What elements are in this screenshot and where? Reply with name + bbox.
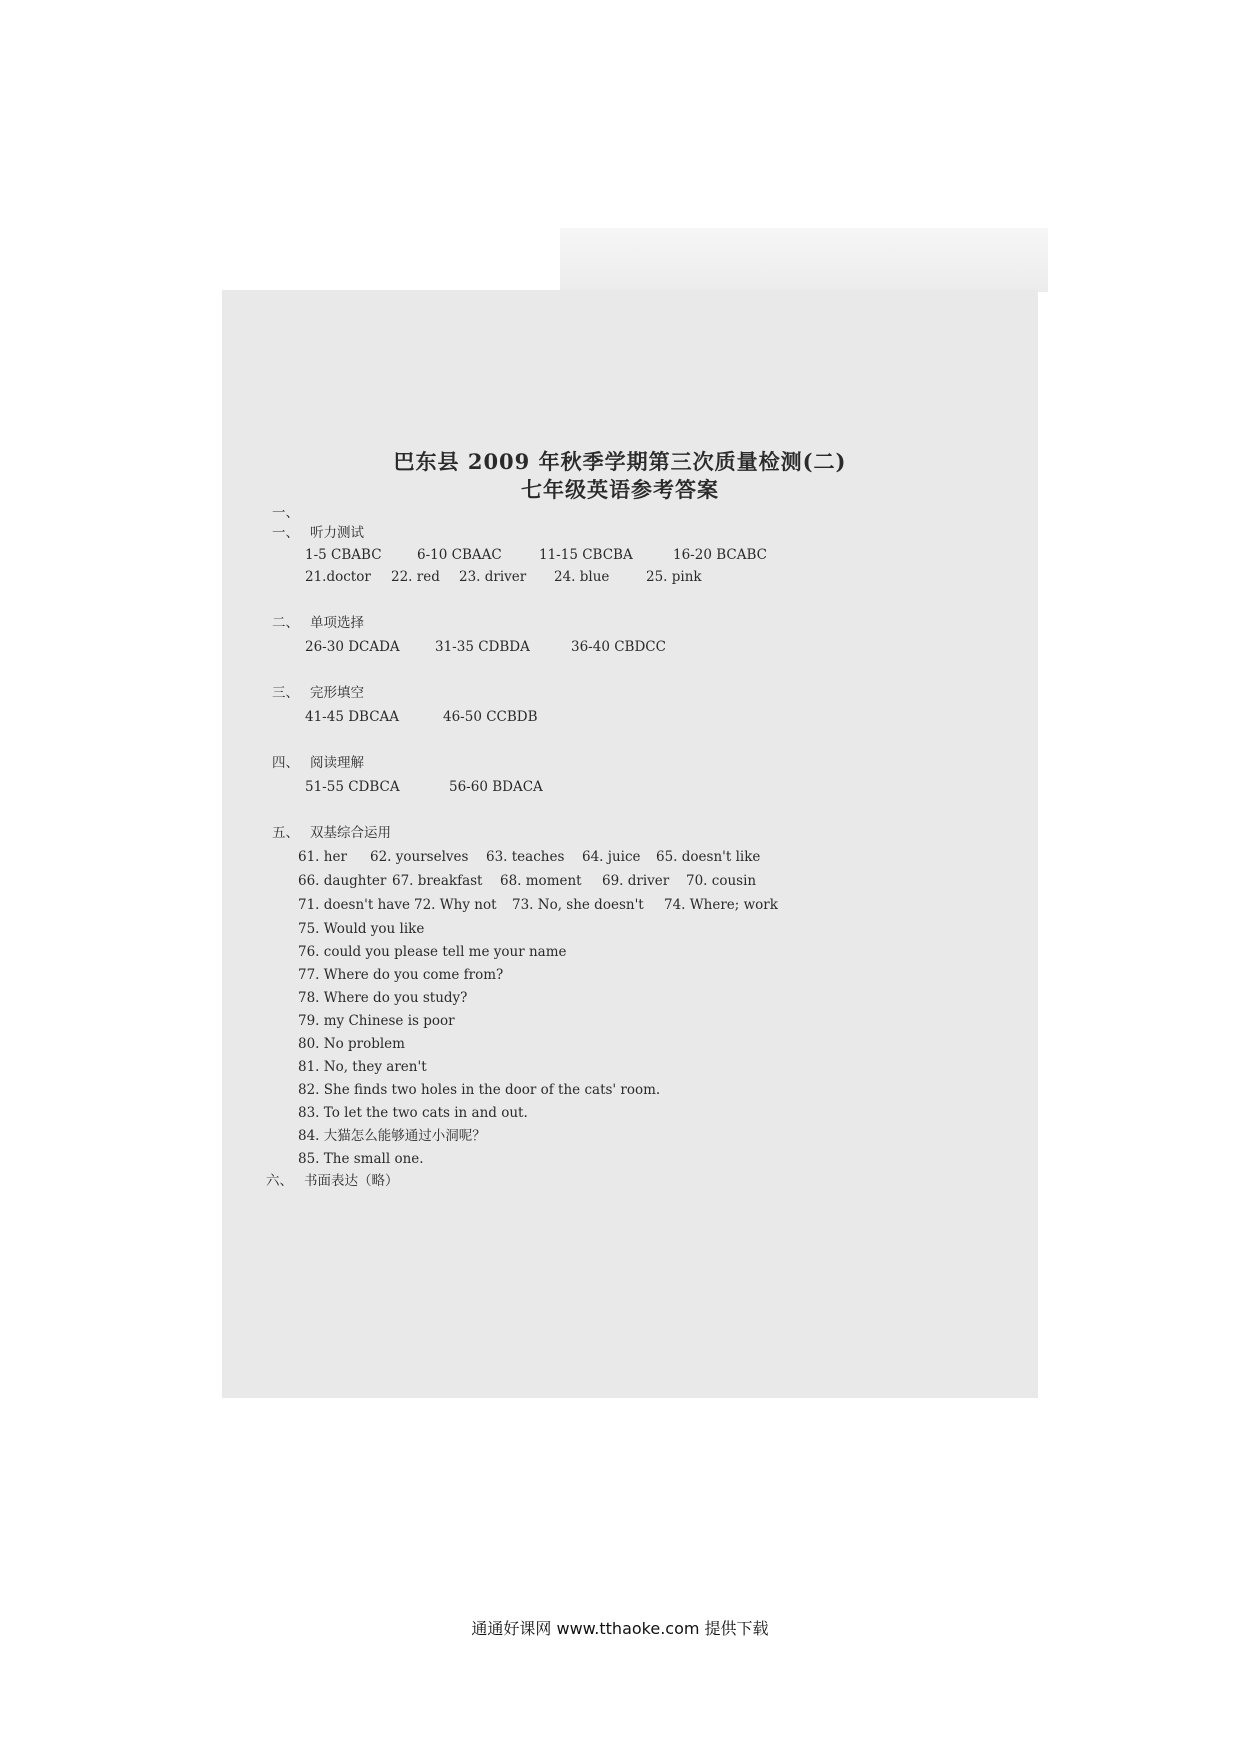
- answer-item: 62. yourselves: [370, 849, 469, 865]
- section-name: 阅读理解: [310, 755, 364, 771]
- answer-item: 69. driver: [602, 873, 670, 889]
- section-heading-cloze: [272, 684, 364, 702]
- listening-answers-row-1: [305, 546, 767, 564]
- answer-item: 41-45 DBCAA: [305, 709, 400, 725]
- answer-line: 81. No, they aren't: [298, 1059, 427, 1075]
- section-name: 单项选择: [310, 615, 364, 631]
- answer-item: 71. doesn't have: [298, 897, 410, 913]
- answer-item: 11-15 CBCBA: [539, 547, 633, 563]
- section-number: 五、: [272, 825, 299, 841]
- answer-line: 79. my Chinese is poor: [298, 1013, 455, 1029]
- answer-item: 24. blue: [554, 569, 610, 585]
- answer-line: 83. To let the two cats in and out.: [298, 1105, 528, 1121]
- scan-shadow-top: [560, 228, 1048, 292]
- section-heading-basic-skills: [272, 824, 391, 842]
- answer-line: 82. She finds two holes in the door of the cats' room.: [298, 1082, 661, 1098]
- answer-item: 1-5 CBABC: [305, 547, 382, 563]
- stray-mark: 一、: [272, 505, 299, 521]
- section-heading-listening: [272, 524, 364, 542]
- section-name: 双基综合运用: [310, 825, 391, 841]
- answer-item: 56-60 BDACA: [449, 779, 543, 795]
- answer-line: 75. Would you like: [298, 921, 425, 937]
- answer-item: 74. Where; work: [664, 897, 778, 913]
- section-heading-single-choice: [272, 614, 364, 632]
- answer-item: 21.doctor: [305, 569, 371, 585]
- answer-item: 22. red: [391, 569, 440, 585]
- reading-answers: [305, 778, 543, 796]
- answer-item: 73. No, she doesn't: [512, 897, 644, 913]
- answer-item: 70. cousin: [686, 873, 757, 889]
- answer-item: 67. breakfast: [392, 873, 483, 889]
- basic-answers-row-2: [298, 872, 756, 890]
- section-number: 四、: [272, 755, 299, 771]
- answer-line: 77. Where do you come from?: [298, 967, 504, 983]
- page-subtitle: 七年级英语参考答案: [521, 477, 719, 502]
- answer-item: 51-55 CDBCA: [305, 779, 400, 795]
- footer-credit: 通通好课网 www.tthaoke.com 提供下载: [471, 1619, 769, 1638]
- answer-item: 23. driver: [459, 569, 527, 585]
- answer-item: 65. doesn't like: [656, 849, 761, 865]
- answer-item: 25. pink: [646, 569, 702, 585]
- single-choice-answers: [305, 638, 666, 656]
- answer-item: 16-20 BCABC: [673, 547, 767, 563]
- section-number: 六、: [266, 1173, 293, 1189]
- section-name: 听力测试: [310, 525, 364, 541]
- answer-line: 78. Where do you study?: [298, 990, 468, 1006]
- section-name: 完形填空: [310, 685, 364, 701]
- answer-line: 80. No problem: [298, 1036, 405, 1052]
- answer-item: 66. daughter: [298, 873, 387, 889]
- answer-item: 68. moment: [500, 873, 582, 889]
- section-heading-writing: [266, 1172, 399, 1190]
- answer-item: 46-50 CCBDB: [443, 709, 538, 725]
- answer-line: 85. The small one.: [298, 1151, 424, 1167]
- section-number: 一、: [272, 525, 299, 541]
- answer-item: 63. teaches: [486, 849, 565, 865]
- answer-item: 64. juice: [582, 849, 641, 865]
- section-heading-reading: [272, 754, 364, 772]
- answer-line: 84. 大猫怎么能够通过小洞呢？: [298, 1128, 486, 1144]
- listening-answers-row-2: [305, 568, 702, 586]
- answer-item: 61. her: [298, 849, 347, 865]
- answer-line: 76. could you please tell me your name: [298, 944, 567, 960]
- page-title: 巴东县 2009 年秋季学期第三次质量检测(二): [393, 449, 847, 474]
- answer-item: 72. Why not: [414, 897, 497, 913]
- answer-item: 36-40 CBDCC: [571, 639, 666, 655]
- answer-item: 26-30 DCADA: [305, 639, 400, 655]
- section-name: 书面表达（略）: [304, 1173, 399, 1189]
- basic-answers-row-1: [298, 848, 760, 866]
- answer-item: 6-10 CBAAC: [417, 547, 502, 563]
- section-number: 三、: [272, 685, 299, 701]
- section-number: 二、: [272, 615, 299, 631]
- answer-item: 31-35 CDBDA: [435, 639, 530, 655]
- basic-answers-row-3: [298, 896, 778, 914]
- cloze-answers: [305, 708, 538, 726]
